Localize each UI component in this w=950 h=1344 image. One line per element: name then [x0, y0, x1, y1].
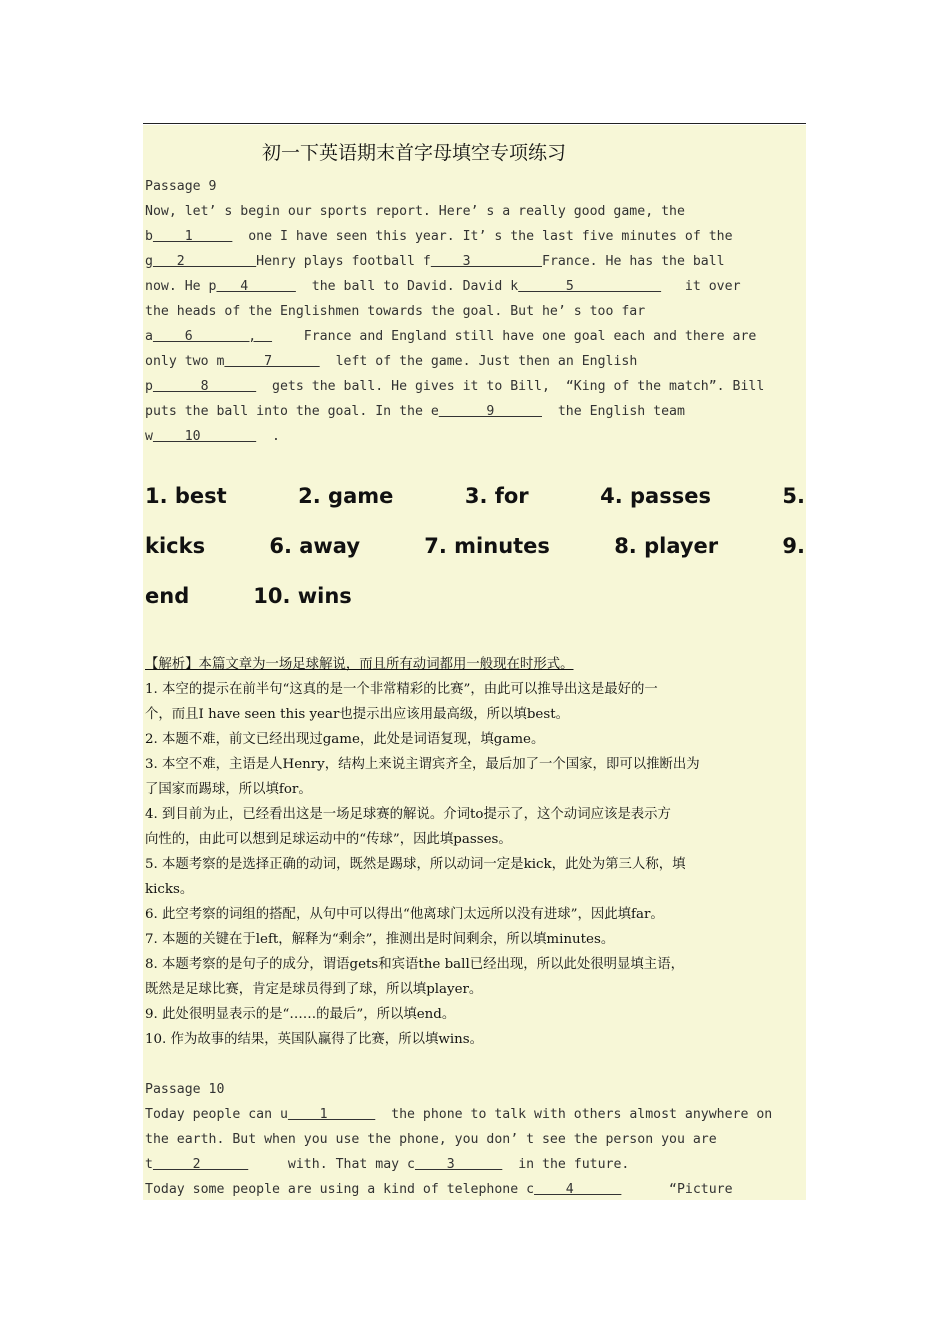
explanation-line: 3. 本空不难，主语是人Henry，结构上来说主谓宾齐全，最后加了一个国家，即可以推断出为: [145, 757, 700, 772]
explanation-line: 5. 本题考察的是选择正确的动词，既然是踢球，所以动词一定是kick，此处为第三人称，填: [145, 857, 686, 872]
explanation-line: 10. 作为故事的结果，英国队赢得了比赛，所以填wins。: [145, 1032, 483, 1047]
answer-row: [145, 534, 805, 558]
explanation-line: 4. 到目前为止，已经看出这是一场足球赛的解说。介词to提示了，这个动词应该是表示方: [145, 807, 671, 822]
explanation-line: 个，而且I have seen this year也提示出应该用最高级，所以填best。: [145, 707, 569, 722]
blank-4: 4: [216, 279, 296, 294]
explanation-heading: 【解析】本篇文章为一场足球解说，而且所有动词都用一般现在时形式。: [145, 657, 574, 672]
answer-item: 2. game: [298, 484, 394, 508]
passage9-line: now. He p 4 the ball to David. David k 5 it over: [145, 279, 741, 294]
page-title: 初一下英语期末首字母填空专项练习: [262, 142, 567, 164]
blank-4: 4: [534, 1182, 622, 1197]
blank-2: 2: [152, 254, 257, 269]
passage9-line: w 10 .: [145, 429, 280, 444]
explanation-line: 8. 本题考察的是句子的成分，谓语gets和宾语the ball已经出现，所以此处很明显填主语，: [145, 957, 684, 972]
passage10-line: the earth. But when you use the phone, you don’ t see the person you are: [145, 1132, 717, 1147]
blank-1: 1: [152, 229, 233, 244]
answer-item: 8. player: [614, 534, 719, 558]
explanation-line: 既然是足球比赛，肯定是球员得到了球，所以填player。: [145, 982, 483, 997]
passage9-line: Now, let’ s begin our sports report. Here’ s a really good game, the: [145, 204, 685, 219]
explanation-line: 6. 此空考察的词组的搭配，从句中可以得出“他离球门太远所以没有进球”，因此填far。: [145, 907, 664, 922]
blank-3: 3: [430, 254, 542, 269]
blank-7: 7: [224, 354, 320, 369]
explanation-line: 7. 本题的关键在于left，解释为“剩余”，推测出是时间剩余，所以填minutes。: [145, 932, 615, 947]
answer-item: kicks: [145, 534, 206, 558]
explanation-line: 1. 本空的提示在前半句“这真的是一个非常精彩的比赛”，由此可以推导出这是最好的一: [145, 682, 658, 697]
passage9-line: a 6 , France and England still have one goal each and there are: [145, 329, 757, 344]
passage9-line: b 1 one I have seen this year. It’ s the last five minutes of the: [145, 229, 733, 244]
blank-3: 3: [414, 1157, 503, 1172]
passage9-line: the heads of the Englishmen towards the goal. But he’ s too far: [145, 304, 646, 319]
passage10-line: Today some people are using a kind of telephone c 4 “Picture: [145, 1182, 733, 1197]
explanation-line: 9. 此处很明显表示的是“……的最后”，所以填end。: [145, 1007, 456, 1022]
passage9-line: only two m 7 left of the game. Just then an English: [145, 354, 638, 369]
answer-item: 3. for: [464, 484, 529, 508]
explanation-line: kicks。: [145, 882, 194, 897]
explanation-line: 向性的，由此可以想到足球运动中的“传球”，因此填passes。: [145, 832, 512, 847]
blank-8: 8: [152, 379, 257, 394]
answer-item: 5.: [782, 484, 805, 508]
explanation-line: 2. 本题不难，前文已经出现过game，此处是词语复现，填game。: [145, 732, 545, 747]
answer-item: 1. best: [145, 484, 227, 508]
answer-item: 4. passes: [600, 484, 711, 508]
blank-10: 10: [152, 429, 257, 444]
answer-item: 6. away: [269, 534, 361, 558]
answer-row: [145, 584, 805, 608]
answer-item: 9.: [782, 534, 805, 558]
top-rule: [143, 123, 806, 124]
passage9-line: g 2 Henry plays football f 3 France. He has the ball: [145, 254, 725, 269]
passage9-line: p 8 gets the ball. He gives it to Bill, “King of the match”. Bill: [145, 379, 765, 394]
blank-9: 9: [438, 404, 542, 419]
passage10-line: t 2 with. That may c 3 in the future.: [145, 1157, 630, 1172]
passage9-heading: Passage 9: [145, 179, 217, 194]
answer-item: 10. wins: [253, 584, 352, 608]
explanation-line: 了国家而踢球，所以填for。: [145, 782, 312, 797]
passage9-line: puts the ball into the goal. In the e 9 the English team: [145, 404, 685, 419]
answer-item: end: [145, 584, 190, 608]
blank-1: 1: [287, 1107, 376, 1122]
answer-item: 7. minutes: [424, 534, 550, 558]
blank-2: 2: [152, 1157, 249, 1172]
answer-row: [145, 484, 805, 508]
passage10-line: Today people can u 1 the phone to talk with others almost anywhere on: [145, 1107, 773, 1122]
blank-5: 5: [518, 279, 662, 294]
blank-6: 6 ,: [152, 329, 273, 344]
passage10-heading: Passage 10: [145, 1082, 225, 1097]
